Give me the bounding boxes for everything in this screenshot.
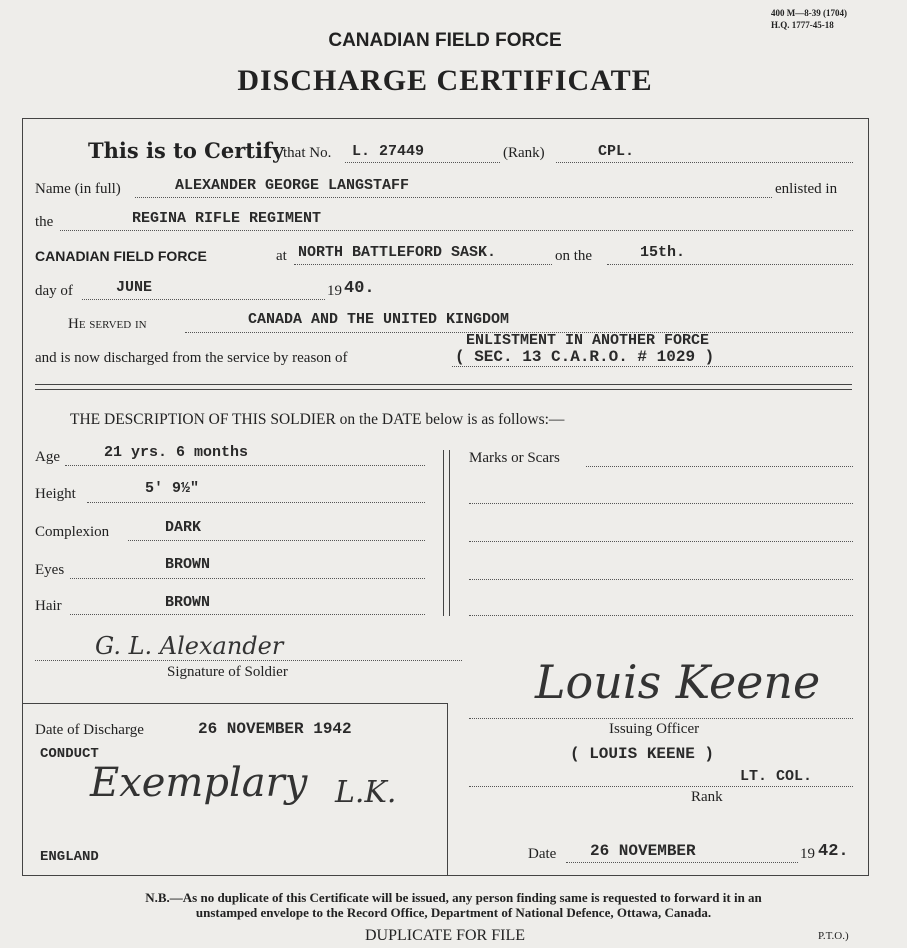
complexion-label: Complexion (35, 524, 110, 540)
dotted-leader (469, 503, 853, 504)
month-value: JUNE (116, 279, 153, 296)
conduct-value: Exemplary (90, 760, 308, 806)
page-title: DISCHARGE CERTIFICATE (237, 64, 653, 97)
dotted-leader (87, 502, 425, 503)
reason-label: and is now discharged from the service by reason of (35, 350, 348, 366)
hair-label: Hair (35, 598, 62, 614)
issuing-officer-label: Issuing Officer (609, 721, 700, 737)
name-value: ALEXANDER GEORGE LANGSTAFF (175, 177, 410, 194)
conduct-label: CONDUCT (40, 746, 99, 762)
on-the-label: on the (555, 248, 593, 264)
day-value: 15th. (640, 244, 686, 261)
officer-date-label: Date (528, 846, 557, 862)
dotted-leader (135, 197, 772, 198)
dotted-leader (607, 264, 853, 265)
dotted-leader (60, 230, 853, 231)
force-heading: CANADIAN FIELD FORCE (328, 30, 562, 51)
conduct-initials: L.K. (335, 775, 397, 810)
reason-line-2: ( SEC. 13 C.A.R.O. # 1029 ) (455, 348, 715, 366)
unit-value: REGINA RIFLE REGIMENT (132, 210, 322, 227)
age-label: Age (35, 449, 60, 465)
dotted-leader (294, 264, 552, 265)
certify-lead: This is to Certify (88, 138, 285, 163)
dotted-leader (345, 162, 500, 163)
dotted-leader (469, 786, 853, 787)
officer-signature: Louis Keene (535, 655, 821, 709)
soldier-signature: G. L. Alexander (95, 632, 284, 660)
that-no-label: that No. (283, 145, 332, 161)
dotted-leader (469, 615, 853, 616)
place-value: NORTH BATTLEFORD SASK. (298, 244, 497, 261)
day-of-label: day of (35, 283, 73, 299)
served-value: CANADA AND THE UNITED KINGDOM (248, 311, 510, 328)
officer-century: 19 (800, 846, 815, 862)
served-label: He served in (68, 316, 147, 332)
dotted-leader (586, 466, 853, 467)
at-label: at (276, 248, 287, 264)
dotted-leader (452, 366, 853, 367)
age-value: 21 yrs. 6 months (104, 444, 249, 461)
form-code-2: H.Q. 1777-45-18 (771, 20, 834, 30)
rank-value: CPL. (598, 143, 635, 160)
description-heading: THE DESCRIPTION OF THIS SOLDIER on the DATE below is as follows:— (70, 411, 565, 428)
height-label: Height (35, 486, 76, 502)
discharge-location: ENGLAND (40, 849, 99, 865)
soldier-signature-label: Signature of Soldier (167, 664, 288, 680)
enlisted-in-label: enlisted in (775, 181, 838, 197)
officer-year: 42. (818, 842, 849, 861)
double-divider (35, 384, 852, 390)
discharge-date-label: Date of Discharge (35, 722, 144, 738)
hair-value: BROWN (165, 594, 211, 611)
pto-label: P.T.O.) (818, 930, 849, 942)
complexion-value: DARK (165, 519, 202, 536)
name-label: Name (in full) (35, 181, 121, 197)
marks-label: Marks or Scars (469, 450, 560, 466)
form-code-1: 400 M—8-39 (1704) (771, 8, 847, 18)
dotted-leader (82, 299, 325, 300)
dotted-leader (70, 614, 425, 615)
footer-note-2: unstamped envelope to the Record Office, Department of National Defence, Ottawa, Canada. (195, 905, 712, 920)
rank-caption: Rank (691, 789, 723, 805)
the-label: the (35, 214, 54, 230)
dotted-leader (469, 718, 853, 719)
column-divider (443, 450, 450, 616)
dotted-leader (469, 579, 853, 580)
eyes-value: BROWN (165, 556, 211, 573)
force-label: CANADIAN FIELD FORCE (35, 248, 207, 264)
duplicate-label: DUPLICATE FOR FILE (364, 927, 525, 944)
reason-line-1: ENLISTMENT IN ANOTHER FORCE (466, 332, 710, 349)
dotted-leader (469, 541, 853, 542)
officer-rank: LT. COL. (740, 768, 813, 785)
discharge-date-value: 26 NOVEMBER 1942 (198, 720, 352, 738)
century-label: 19 (327, 283, 342, 299)
dotted-leader (128, 540, 425, 541)
officer-name: ( LOUIS KEENE ) (570, 745, 715, 763)
dotted-leader (566, 862, 798, 863)
dotted-leader (65, 465, 425, 466)
rank-label: (Rank) (503, 145, 545, 161)
dotted-leader (556, 162, 853, 163)
year-value: 40. (344, 279, 375, 298)
officer-date-value: 26 NOVEMBER (590, 842, 696, 860)
dotted-leader (35, 660, 462, 661)
dotted-leader (70, 578, 425, 579)
service-number: L. 27449 (352, 143, 425, 160)
eyes-label: Eyes (35, 562, 65, 578)
height-value: 5' 9½" (145, 480, 200, 497)
footer-note-1: N.B.—As no duplicate of this Certificate will be issued, any person finding same is requested to forward it in an (145, 890, 762, 905)
